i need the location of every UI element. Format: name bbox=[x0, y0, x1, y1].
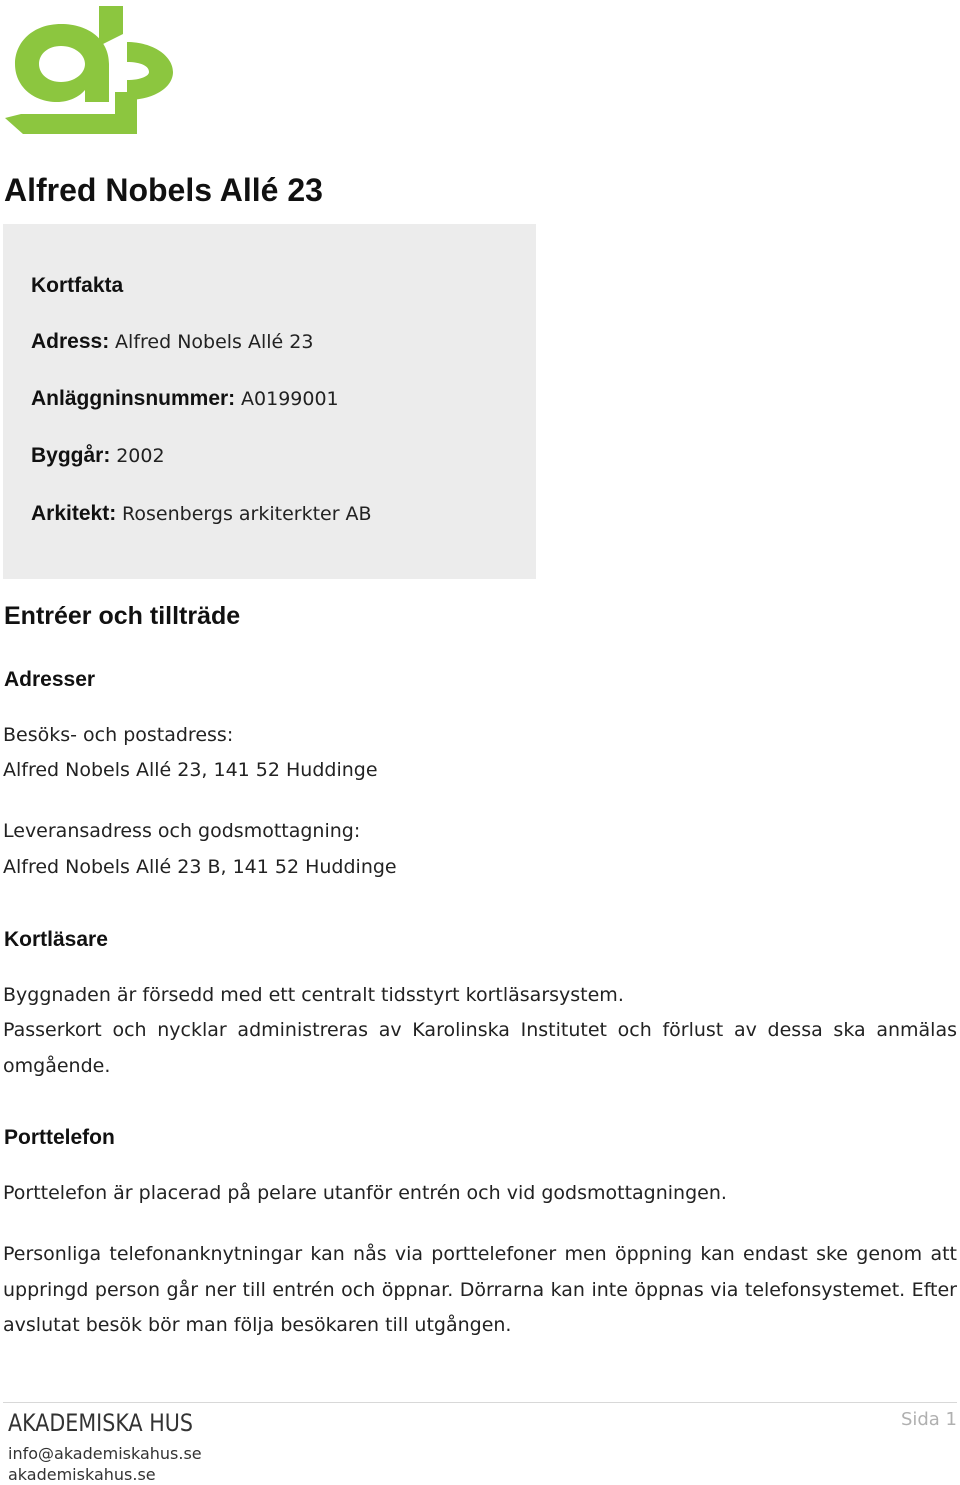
kortfakta-value: Rosenbergs arkiterkter AB bbox=[122, 503, 372, 525]
porttelefon-text-1: Porttelefon är placerad på pelare utanför entrén och vid godsmottagningen. bbox=[3, 1182, 727, 1204]
kortfakta-heading: Kortfakta bbox=[31, 274, 124, 297]
kortfakta-label: Byggår: bbox=[31, 444, 111, 467]
footer-email-link[interactable]: info@akademiskahus.se bbox=[8, 1444, 202, 1463]
kortfakta-row-adress bbox=[31, 328, 313, 356]
kortlasare-text-1: Byggnaden är försedd med ett centralt tidsstyrt kortläsarsystem. bbox=[3, 984, 624, 1006]
porttelefon-text-2: Personliga telefonanknytningar kan nås via porttelefoner men öppning kan endast ske genom att uppringd person går ner till entrén och öppnar. Dörrarna kan inte öppnas via telefonsystemet. Efter avslutat besök bör man följa besökaren till utgången. bbox=[3, 1243, 957, 1336]
page-title: Alfred Nobels Allé 23 bbox=[4, 172, 323, 208]
subheading-porttelefon: Porttelefon bbox=[4, 1126, 115, 1149]
footer-brand: AKADEMISKA HUS bbox=[8, 1409, 193, 1437]
section-heading-entreer: Entréer och tillträde bbox=[4, 602, 241, 630]
kortfakta-row-arkitekt bbox=[31, 500, 372, 528]
kortfakta-box bbox=[3, 224, 536, 579]
kortfakta-label: Adress: bbox=[31, 330, 110, 353]
kortfakta-label: Anläggninsnummer: bbox=[31, 387, 236, 410]
subheading-adresser: Adresser bbox=[4, 668, 96, 691]
footer-divider bbox=[3, 1402, 957, 1403]
kortfakta-label: Arkitekt: bbox=[31, 502, 117, 525]
subheading-kortlasare: Kortläsare bbox=[4, 928, 108, 951]
page-number: Sida 1 bbox=[900, 1409, 957, 1430]
kortfakta-row-byggar bbox=[31, 442, 165, 470]
delivery-address-label: Leveransadress och godsmottagning: bbox=[3, 820, 361, 842]
kortfakta-row-anlaggningsnummer bbox=[31, 385, 339, 413]
kortlasare-text-2: Passerkort och nycklar administreras av Karolinska Institutet och förlust av dessa ska anmälas omgående. bbox=[3, 1019, 957, 1077]
delivery-address-value: Alfred Nobels Allé 23 B, 141 52 Huddinge bbox=[3, 856, 397, 878]
kortfakta-value: A0199001 bbox=[241, 388, 339, 410]
footer-web-link[interactable]: akademiskahus.se bbox=[8, 1465, 156, 1484]
visit-address-label: Besöks- och postadress: bbox=[3, 724, 234, 746]
visit-address-value: Alfred Nobels Allé 23, 141 52 Huddinge bbox=[3, 759, 378, 781]
kortfakta-value: 2002 bbox=[116, 445, 165, 467]
akademiska-hus-logo bbox=[3, 2, 173, 134]
kortfakta-value: Alfred Nobels Allé 23 bbox=[115, 331, 314, 353]
